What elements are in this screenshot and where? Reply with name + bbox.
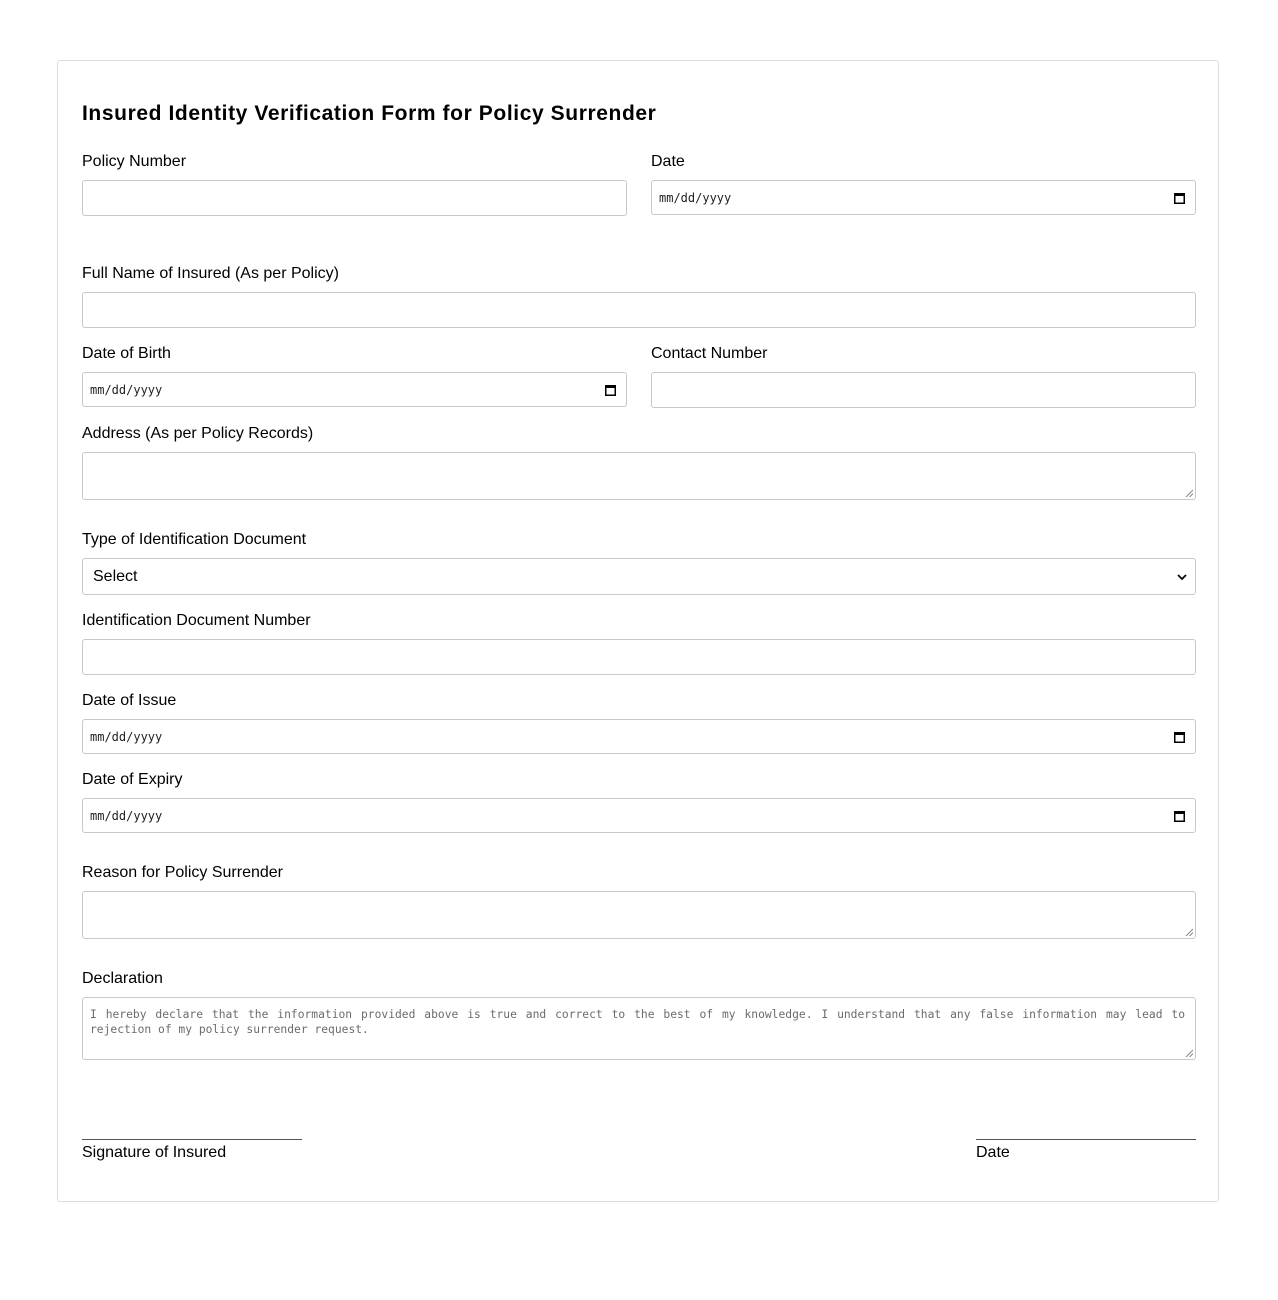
date-of-expiry-placeholder: mm/dd/yyyy [90,808,163,823]
declaration-textarea[interactable] [82,997,1196,1060]
date-placeholder: mm/dd/yyyy [659,190,732,205]
id-number-label: Identification Document Number [82,612,311,629]
signature-date-label: Date [976,1144,1010,1161]
resize-grip-icon[interactable] [1185,489,1193,497]
contact-number-input[interactable] [651,372,1196,408]
date-of-issue-label: Date of Issue [82,692,177,709]
signature-line [82,1139,302,1140]
resize-grip-icon[interactable] [1185,1049,1193,1057]
policy-number-input[interactable] [82,180,627,216]
date-label: Date [651,153,685,170]
policy-number-label: Policy Number [82,153,187,170]
reason-label: Reason for Policy Surrender [82,864,283,881]
date-of-birth-input[interactable] [82,372,627,407]
calendar-icon[interactable] [605,384,616,396]
date-of-issue-input[interactable] [82,719,1196,754]
id-type-selected: Select [93,567,138,585]
reason-textarea[interactable] [82,891,1196,939]
date-of-birth-placeholder: mm/dd/yyyy [90,382,163,397]
declaration-text: I hereby declare that the information provided above is true and correct to the best of my knowledge. I understand that any false information may lead to rejection of my policy surrender request. [90,1008,1192,1036]
date-of-birth-label: Date of Birth [82,345,171,362]
chevron-down-icon [1177,573,1187,581]
resize-grip-icon[interactable] [1185,928,1193,936]
calendar-icon[interactable] [1174,192,1185,204]
date-of-expiry-label: Date of Expiry [82,771,183,788]
date-of-issue-placeholder: mm/dd/yyyy [90,729,163,744]
id-type-select[interactable] [82,558,1196,595]
contact-number-label: Contact Number [651,345,768,362]
date-of-expiry-input[interactable] [82,798,1196,833]
id-number-input[interactable] [82,639,1196,675]
form-title: Insured Identity Verification Form for Policy Surrender [82,102,657,125]
address-textarea[interactable] [82,452,1196,500]
signature-date-line [976,1139,1196,1140]
calendar-icon[interactable] [1174,731,1185,743]
full-name-input[interactable] [82,292,1196,328]
signature-of-insured-label: Signature of Insured [82,1144,227,1161]
calendar-icon[interactable] [1174,810,1185,822]
full-name-label: Full Name of Insured (As per Policy) [82,265,339,282]
address-label: Address (As per Policy Records) [82,425,314,442]
date-input[interactable] [651,180,1196,215]
declaration-label: Declaration [82,970,163,987]
id-type-label: Type of Identification Document [82,531,307,548]
